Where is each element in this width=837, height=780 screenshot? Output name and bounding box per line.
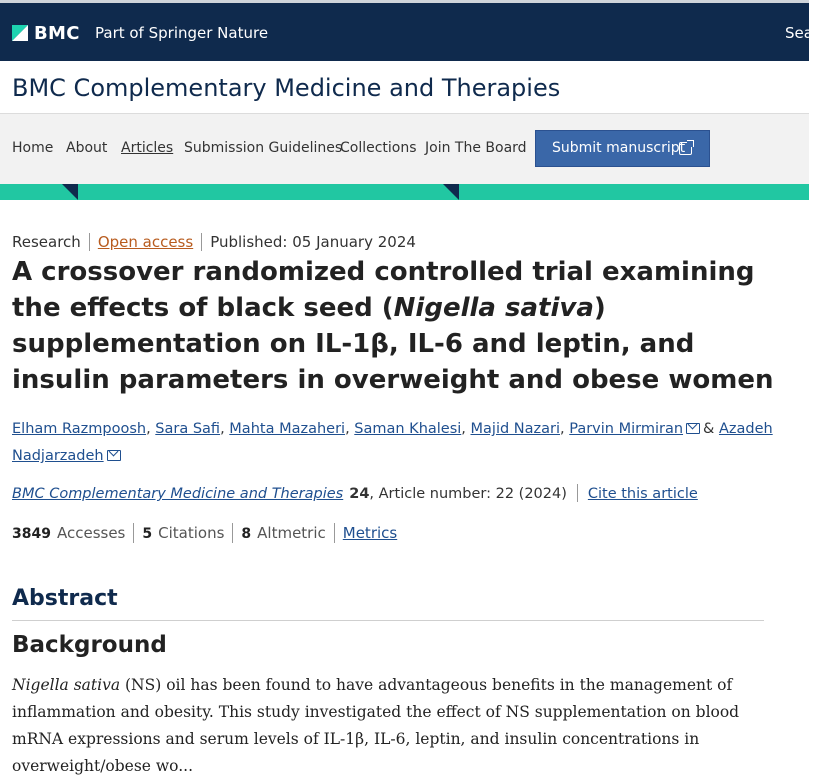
site-header	[0, 0, 837, 61]
nav-about[interactable]: About	[66, 140, 108, 156]
search-button[interactable]: Search	[785, 24, 837, 42]
external-link-icon	[679, 142, 692, 155]
bmc-logo-icon	[12, 25, 28, 41]
divider	[201, 233, 202, 251]
divider	[133, 523, 134, 543]
published-date: Published: 05 January 2024	[210, 233, 416, 251]
citations-count: 5	[142, 526, 153, 542]
author-list	[12, 416, 792, 470]
author-separator: ,	[461, 421, 466, 437]
journal-header	[0, 61, 809, 114]
author-separator: ,	[220, 421, 225, 437]
title-text: ) supplementation on IL-1β, IL-6 and leptin, and insulin parameters in overweight and obese women	[12, 293, 774, 395]
article-meta	[12, 232, 416, 252]
abstract-body: (NS) oil has been found to have advantageous benefits in the management of inflammation and obesity. This study investigated the effect of NS supplementation on blood mRNA expressions and serum levels of IL-1β, IL-6, leptin, and insulin concentrations in overweight/obese wo...	[12, 676, 740, 775]
open-access-link[interactable]: Open access	[97, 233, 194, 251]
nav-join-the-board[interactable]: Join The Board	[425, 140, 527, 156]
band-triangle	[443, 184, 459, 200]
background-heading: Background	[12, 632, 167, 658]
journal-nav	[0, 114, 809, 184]
divider	[577, 484, 578, 502]
band-triangle	[62, 184, 78, 200]
divider	[232, 523, 233, 543]
journal-title-link[interactable]: BMC Complementary Medicine and Therapies	[12, 74, 561, 102]
cite-this-article-link[interactable]: Cite this article	[587, 486, 698, 502]
divider	[89, 233, 90, 251]
email-icon[interactable]	[107, 450, 121, 461]
abstract-heading: Abstract	[12, 586, 118, 611]
nav-home[interactable]: Home	[12, 140, 54, 156]
accesses-label: Accesses	[56, 524, 126, 542]
metrics-link[interactable]: Metrics	[342, 524, 398, 542]
altmetric-label: Altmetric	[257, 524, 326, 542]
author-link[interactable]: Mahta Mazaheri	[229, 421, 346, 437]
author-link[interactable]: Saman Khalesi	[354, 421, 462, 437]
citation-line	[12, 484, 698, 504]
article-metrics	[12, 523, 397, 544]
accesses-count: 3849	[12, 526, 51, 542]
abstract-paragraph	[12, 672, 772, 780]
submit-manuscript-label: Submit manuscript	[552, 140, 686, 156]
bmc-logo-text: BMC	[34, 22, 80, 44]
title-species: Nigella sativa	[393, 293, 594, 323]
email-icon[interactable]	[686, 423, 700, 434]
author-separator: ,	[560, 421, 565, 437]
divider	[334, 523, 335, 543]
author-link[interactable]: Sara Safi	[155, 421, 221, 437]
article-number: , Article number: 22 (2024)	[369, 486, 567, 502]
author-link[interactable]: Azadeh Nadjarzadeh	[12, 421, 773, 464]
volume: 24	[349, 486, 370, 502]
journal-name-link[interactable]: BMC Complementary Medicine and Therapies	[12, 486, 344, 502]
author-link[interactable]: Majid Nazari	[470, 421, 561, 437]
nav-submission-guidelines[interactable]: Submission Guidelines	[184, 140, 343, 156]
abstract-species: Nigella sativa	[12, 676, 121, 694]
author-link[interactable]: Elham Razmpoosh	[12, 421, 147, 437]
section-divider	[12, 620, 764, 621]
decorative-band	[0, 184, 809, 200]
article-title	[12, 254, 782, 398]
submit-manuscript-button[interactable]	[535, 130, 710, 167]
title-text: A crossover randomized controlled trial examining the effects of black seed (	[12, 257, 755, 323]
bmc-logo[interactable]	[12, 22, 80, 44]
springer-nature-link[interactable]: Part of Springer Nature	[95, 24, 269, 42]
article-type: Research	[12, 233, 81, 251]
nav-collections[interactable]: Collections	[340, 140, 417, 156]
nav-articles[interactable]: Articles	[121, 140, 174, 156]
citations-label: Citations	[158, 524, 225, 542]
altmetric-count: 8	[241, 526, 252, 542]
author-separator: &	[703, 421, 715, 437]
author-separator: ,	[345, 421, 350, 437]
author-separator: ,	[146, 421, 151, 437]
author-link[interactable]: Parvin Mirmiran	[569, 421, 684, 437]
